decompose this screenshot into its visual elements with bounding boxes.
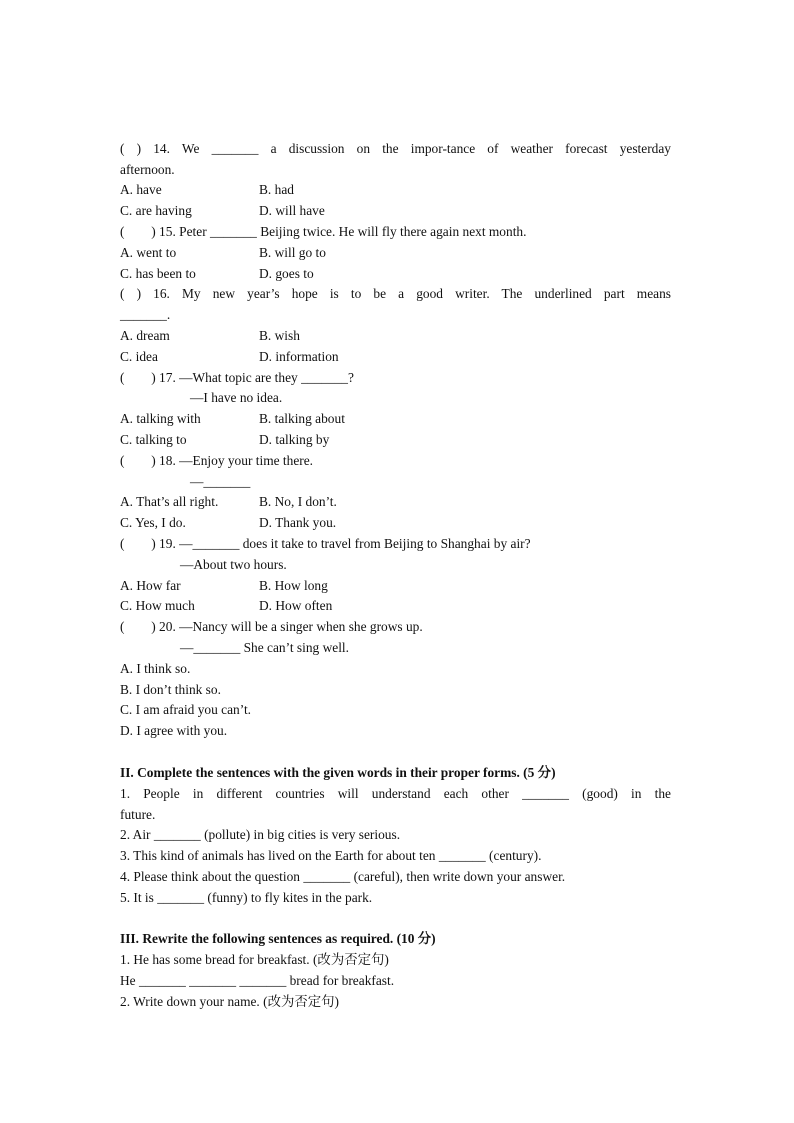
- option-d: D. information: [259, 349, 339, 364]
- question-16-stem: ( ) 16. My new year’s hope is to be a good writer. The underlined part means: [120, 286, 671, 301]
- option-b: B. talking about: [259, 411, 345, 426]
- option-a: A. talking with: [120, 411, 201, 426]
- question-15-stem: ( ) 15. Peter _______ Beijing twice. He will fly there again next month.: [120, 224, 527, 239]
- section-2-item: 5. It is _______ (funny) to fly kites in the park.: [120, 890, 373, 905]
- question-17-stem: ( ) 17. —What topic are they _______?: [120, 370, 354, 385]
- question-14-stem-cont: afternoon.: [120, 162, 175, 177]
- option-d: D. I agree with you.: [120, 723, 228, 738]
- option-c: C. How much: [120, 598, 195, 613]
- section-3-item: 1. He has some bread for breakfast. (改为否定句): [120, 952, 389, 967]
- option-a: A. have: [120, 182, 162, 197]
- option-b: B. How long: [259, 578, 328, 593]
- section-2-item: 2. Air _______ (pollute) in big cities is very serious.: [120, 827, 401, 842]
- option-d: D. will have: [259, 203, 325, 218]
- option-a: A. went to: [120, 245, 177, 260]
- question-19-reply: —About two hours.: [180, 557, 287, 572]
- option-a: A. How far: [120, 578, 181, 593]
- question-18-reply: —_______: [190, 474, 251, 489]
- option-a: A. That’s all right.: [120, 494, 219, 509]
- option-d: D. Thank you.: [259, 515, 337, 530]
- section-3-item: 2. Write down your name. (改为否定句): [120, 994, 340, 1009]
- section-2-item: 1. People in different countries will understand each other _______ (good) in the: [120, 786, 671, 801]
- option-d: D. How often: [259, 598, 333, 613]
- option-c: C. talking to: [120, 432, 187, 447]
- section-2-item: 3. This kind of animals has lived on the Earth for about ten _______ (century).: [120, 848, 542, 863]
- option-a: A. dream: [120, 328, 170, 343]
- option-a: A. I think so.: [120, 661, 191, 676]
- section-2-item: 4. Please think about the question _______ (careful), then write down your answer.: [120, 869, 566, 884]
- option-c: C. are having: [120, 203, 192, 218]
- option-d: D. talking by: [259, 432, 330, 447]
- option-d: D. goes to: [259, 266, 314, 281]
- option-b: B. had: [259, 182, 294, 197]
- section-3-heading: III. Rewrite the following sentences as required. (10 分): [120, 931, 436, 946]
- question-14-stem: ( ) 14. We _______ a discussion on the impor-tance of weather forecast yesterday: [120, 141, 671, 156]
- option-c: C. I am afraid you can’t.: [120, 702, 252, 717]
- question-16-stem-cont: _______.: [120, 307, 171, 322]
- option-b: B. wish: [259, 328, 300, 343]
- option-c: C. has been to: [120, 266, 196, 281]
- option-c: C. idea: [120, 349, 158, 364]
- question-19-stem: ( ) 19. —_______ does it take to travel from Beijing to Shanghai by air?: [120, 536, 531, 551]
- option-b: B. I don’t think so.: [120, 682, 221, 697]
- section-2-heading: II. Complete the sentences with the given words in their proper forms. (5 分): [120, 765, 556, 780]
- option-b: B. will go to: [259, 245, 326, 260]
- section-2-item-cont: future.: [120, 807, 156, 822]
- option-c: C. Yes, I do.: [120, 515, 186, 530]
- option-b: B. No, I don’t.: [259, 494, 337, 509]
- question-20-stem: ( ) 20. —Nancy will be a singer when she grows up.: [120, 619, 423, 634]
- question-18-stem: ( ) 18. —Enjoy your time there.: [120, 453, 314, 468]
- question-20-reply: —_______ She can’t sing well.: [180, 640, 349, 655]
- question-17-reply: —I have no idea.: [190, 390, 283, 405]
- section-3-answer-line: He _______ _______ _______ bread for breakfast.: [120, 973, 395, 988]
